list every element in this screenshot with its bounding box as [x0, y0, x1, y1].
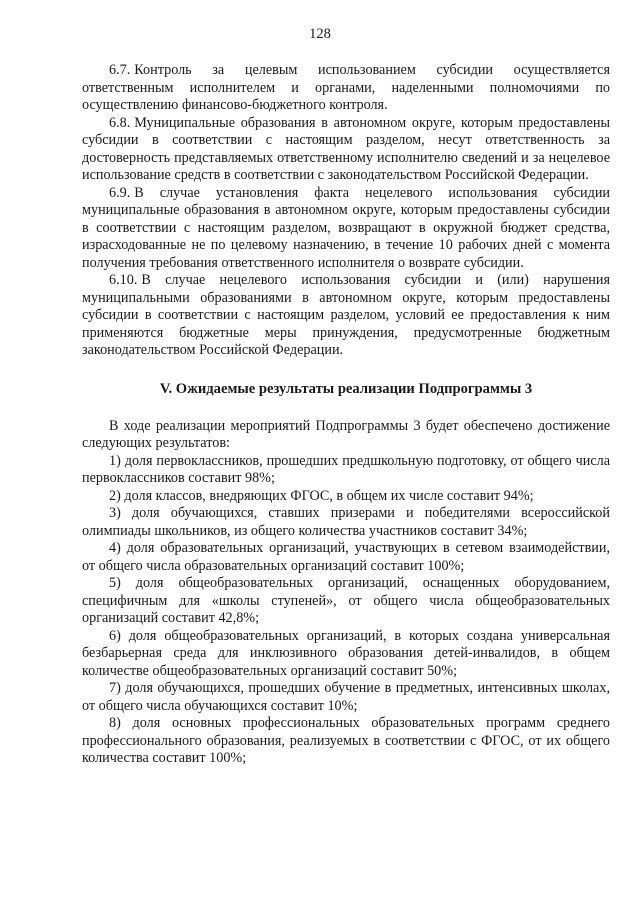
- document-body: [82, 62, 610, 768]
- result-item: 3) доля обучающихся, ставших призерами и победителями всероссийской олимпиады школьников, из общего количества участников составит 34%;: [82, 505, 610, 539]
- clause-text: В случае установления факта нецелевого использования субсидии муниципальные образования в автономном округе, которым предоставлены субсидии в соответствии с настоящим разделом, возвращают в окружной бюджет средства, израсходованные не по целевому назначению, в течение 10 рабочих дней с момента получения требования ответственного исполнителя о возврате субсидии.: [82, 184, 610, 271]
- clause-number: 6.9.: [109, 184, 131, 201]
- clause-6-7: [82, 62, 610, 115]
- result-item: 8) доля основных профессиональных образовательных программ среднего профессионального образования, реализуемых в соответствии с ФГОС, от их общего количества составит 100%;: [82, 715, 610, 766]
- clause-6-8: [82, 115, 610, 185]
- page-number: 128: [309, 26, 331, 42]
- clause-6-10: [82, 272, 610, 360]
- clause-text: Контроль за целевым использованием субсидии осуществляется ответственным исполнителем и органами, наделенными полномочиями по осуществлению финансово-бюджетного контроля.: [82, 62, 610, 113]
- clause-number: 6.10.: [109, 272, 138, 288]
- clause-number: 6.7.: [109, 62, 131, 78]
- clause-6-9: [82, 185, 610, 273]
- clause-text: Муниципальные образования в автономном округе, которым предоставлены субсидии в соответствии с настоящим разделом, несут ответственность за достоверность представляемых ответственному исполнителю сведений и за нецелевое использование средств в соответствии с законодательством Российской Федерации.: [82, 114, 610, 183]
- result-item: 1) доля первоклассников, прошедших предшкольную подготовку, от общего числа первоклассников составит 98%;: [82, 452, 610, 486]
- result-item: 5) доля общеобразовательных организаций, оснащенных оборудованием, специфичным для «школы ступеней», от общего числа общеобразовательных организаций составит 42,8%;: [82, 575, 610, 626]
- clause-text: В случае нецелевого использования субсидии и (или) нарушения муниципальными образованиями в автономном округе, которым предоставлены субсидии в соответствии с настоящим разделом, условий ее предоставления к ним применяются бюджетные меры принуждения, предусмотренные бюджетным законодательством Российской Федерации.: [82, 272, 610, 358]
- result-item: 2) доля классов, внедряющих ФГОС, в общем их числе составит 94%;: [109, 487, 534, 504]
- results-intro: В ходе реализации мероприятий Подпрограммы 3 будет обеспечено достижение следующих результатов:: [82, 417, 610, 451]
- result-item: 6) доля общеобразовательных организаций, в которых создана универсальная безбарьерная среда для инклюзивного образования детей-инвалидов, в общем количестве общеобразовательных организаций составит 50%;: [82, 627, 610, 679]
- clause-number: 6.8.: [109, 114, 131, 131]
- section-heading: V. Ожидаемые результаты реализации Подпрограммы 3: [159, 380, 533, 397]
- result-item: 7) доля обучающихся, прошедших обучение в предметных, интенсивных школах, от общего числа обучающихся составит 10%;: [82, 680, 610, 714]
- result-item: 4) доля образовательных организаций, участвующих в сетевом взаимодействии, от общего числа образовательных организаций составит 100%;: [82, 540, 610, 574]
